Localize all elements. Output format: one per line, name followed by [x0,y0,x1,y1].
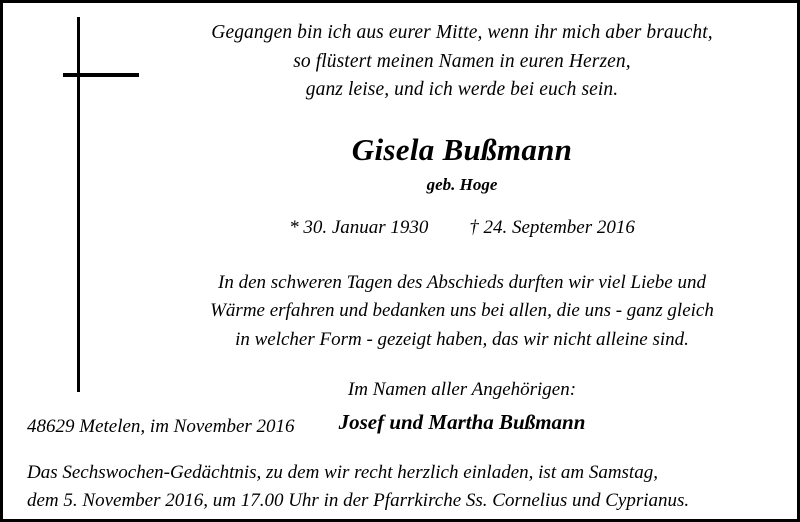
verse-line-1: Gegangen bin ich aus eurer Mitte, wenn ihr mich aber braucht, [211,22,713,43]
thanks-block [149,269,775,355]
life-dates [149,217,775,239]
birth-date: * 30. Januar 1930 [289,216,429,238]
on-behalf-label: Im Namen aller Angehörigen: [347,379,577,401]
verse-line-2: so flüstert meinen Namen in euren Herzen, [293,50,631,72]
cross-horizontal-bar [63,73,139,77]
place-and-date: 48629 Metelen, im November 2016 [27,416,295,437]
cross-icon [63,17,143,392]
footnote-line-1: Das Sechswochen-Gedächtnis, zu dem wir recht herzlich einladen, ist am Samstag, [27,462,658,483]
footnote-line-2: dem 5. November 2016, um 17.00 Uhr in der Pfarrkirche Ss. Cornelius und Cyprianus. [27,489,690,511]
death-date: † 24. September 2016 [469,216,635,238]
thanks-line-2: Wärme erfahren und bedanken uns bei allen, die uns - ganz gleich [210,300,714,322]
notice-content [149,19,775,435]
thanks-line-3: in welcher Form - gezeigt haben, das wir nicht alleine sind. [235,328,689,350]
family-names: Josef und Martha Bußmann [338,410,586,435]
memorial-service-note [27,459,777,514]
maiden-name: geb. Hoge [426,174,498,194]
thanks-line-1: In den schweren Tagen des Abschieds durften wir viel Liebe und [218,271,706,293]
deceased-name: Gisela Bußmann [351,131,573,167]
verse-line-3: ganz leise, und ich werde bei euch sein. [305,79,619,101]
verse-block [149,19,775,105]
